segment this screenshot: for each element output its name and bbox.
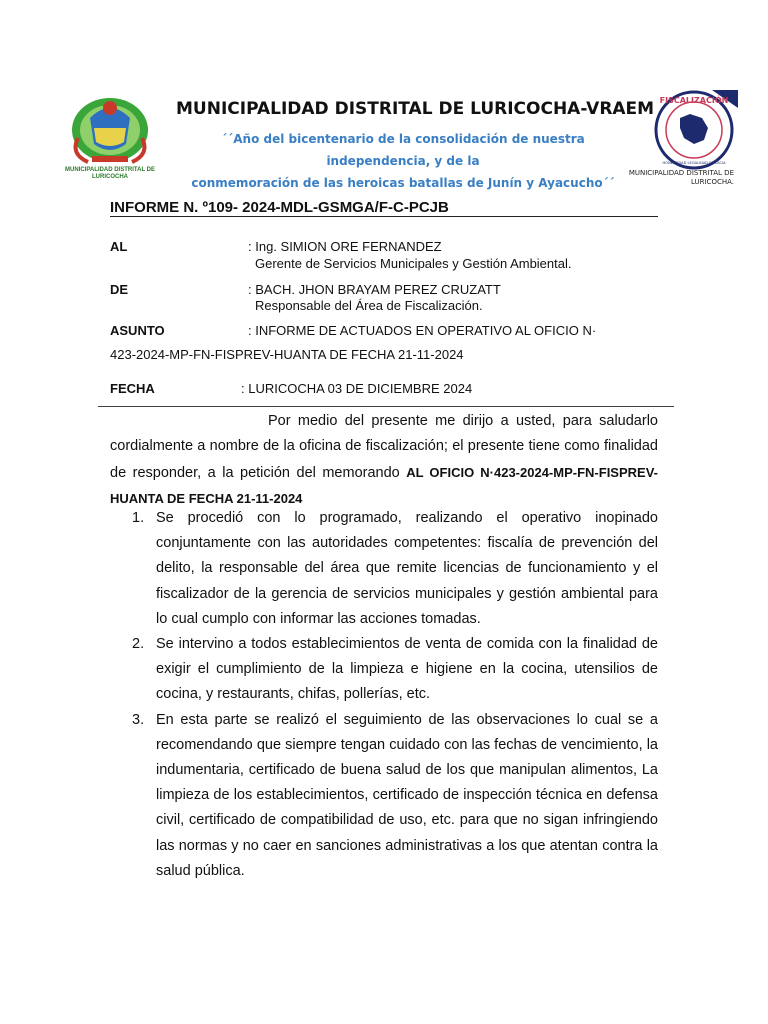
fiscalizacion-seal-logo [650,88,740,170]
list-item-number: 2. [132,636,145,653]
list-item [132,708,658,884]
right-caption-line-2: LURICOCHA. [690,178,734,186]
asunto-line-1: : INFORME DE ACTUADOS EN OPERATIVO AL OFICIO N· [248,323,597,338]
de-label: DE [110,282,129,297]
list-item-number: 1. [132,510,145,526]
intro-bold-reference: AL OFICIO N·423-2024-MP-FN-FISPREV-HUANTA DE FECHA 21-11-2024 [110,464,658,506]
al-label: AL [110,239,128,254]
year-motto-line-2: conmemoración de las heroicas batallas de Junín y Ayacucho´´ [191,176,615,190]
section-divider [98,406,674,407]
de-role: Responsable del Área de Fiscalización. [255,298,483,313]
year-motto-line-1: ´´Año del bicentenario de la consolidación de nuestra independencia, y de la [221,132,585,168]
year-motto [168,128,638,194]
right-logo-caption [616,169,734,187]
list-item-text: Se intervino a todos establecimientos de venta de comida con la finalidad de exigir el cumplimiento de la limpieza e higiene en la cocina, utensilios de cocina, y restaurants, chifas, pollerías, etc. [156,636,658,703]
seal-ring-text: HONESTIDAD LEGALIDAD EFICACIA [662,161,726,165]
asunto-line-2: 423-2024-MP-FN-FISPREV-HUANTA DE FECHA 21-11-2024 [110,347,464,362]
right-caption-line-1: MUNICIPALIDAD DISTRITAL DE [628,169,734,177]
actions-list [132,506,658,884]
fecha-value: : LURICOCHA 03 DE DICIEMBRE 2024 [241,381,473,396]
asunto-label: ASUNTO [110,323,165,338]
al-name: : Ing. SIMION ORE FERNANDEZ [248,239,442,254]
list-item-text: Se procedió con lo programado, realizando el operativo inopinado conjuntamente con las autoridades competentes: fiscalía de prevención del delito, la responsable del área que remite licencias de funcionamiento y el fiscalizador de la gerencia de servicios municipales y gestión ambiental para lo cual cumplo con informar las acciones tomadas. [156,510,658,627]
list-item-number: 3. [132,711,145,728]
report-title: INFORME N. º109- 2024-MDL-GSMGA/F-C-PCJB [110,199,658,217]
fecha-label: FECHA [110,381,155,396]
intro-text: Por medio del presente me dirijo a usted, para saludarlo cordialmente a nombre de la oficina de fiscalización; el presente tiene como finalidad de responder, a la petición del memorando [110,413,658,481]
list-item-text: En esta parte se realizó el seguimiento de las observaciones lo cual se a recomendando que siempre tengan cuidado con las fechas de vencimiento, la indumentaria, certificado de buena salud de los que manipulan alimentos, La limpieza de los establecimientos, certificado de inspección técnica en defensa civil, certificado de compatibilidad de uso, etc. para que no sigan infringiendo las normas y no caer en sanciones administrativas a los que atentan contra la salud pública. [156,711,658,879]
list-item [132,506,658,632]
intro-paragraph [110,409,658,512]
list-item [132,632,658,708]
seal-title-text: FISCALIZACIÓN [659,96,729,105]
left-logo-caption: MUNICIPALIDAD DISTRITAL DE LURICOCHA [65,167,155,180]
de-name: : BACH. JHON BRAYAM PEREZ CRUZATT [248,282,501,297]
al-role: Gerente de Servicios Municipales y Gestión Ambiental. [255,256,572,271]
municipality-title: MUNICIPALIDAD DISTRITAL DE LURICOCHA-VRAEM [176,99,655,119]
